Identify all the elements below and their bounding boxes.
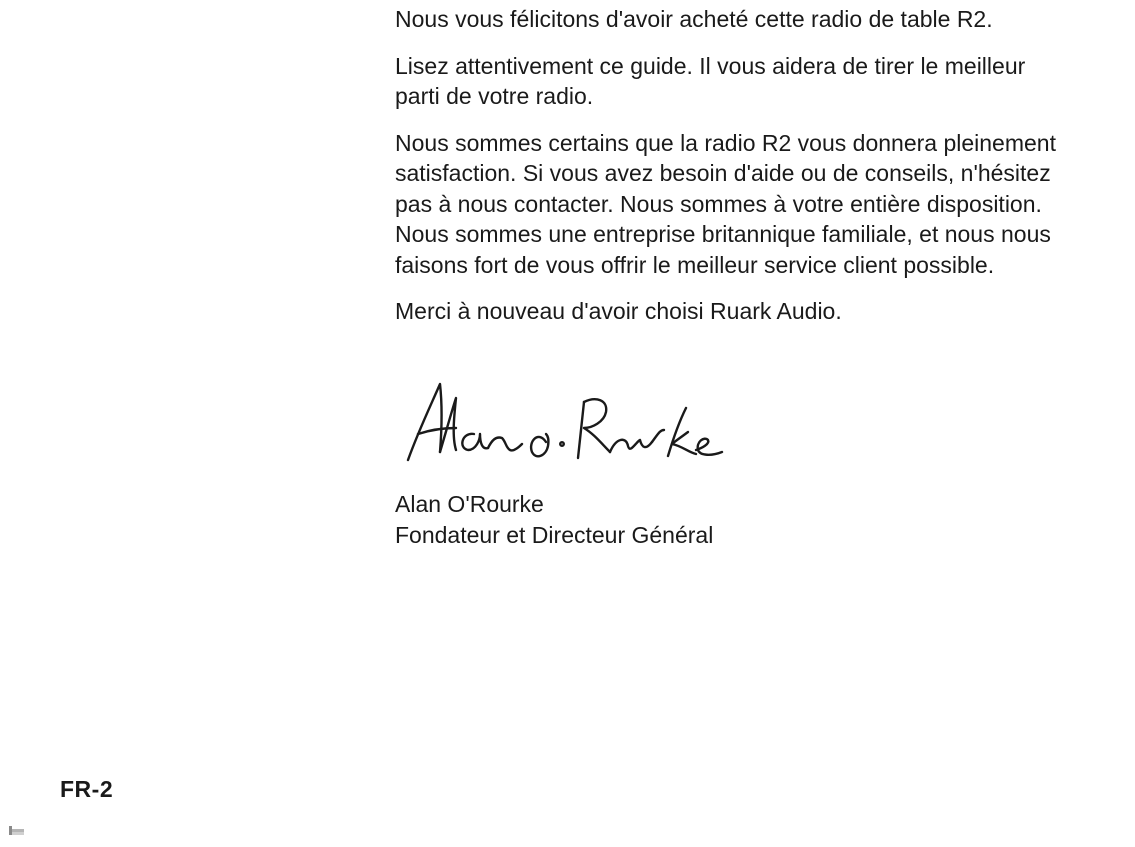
signer-title: Fondateur et Directeur Général [395,522,714,548]
paragraph-read-guide: Lisez attentivement ce guide. Il vous aidera de tirer le meilleur parti de votre radio. [395,52,1026,109]
scan-artifact [9,826,25,835]
paragraph-thanks: Merci à nouveau d'avoir choisi Ruark Audio. [395,298,842,324]
paragraph-congratulations: Nous vous félicitons d'avoir acheté cette radio de table R2. [395,6,993,32]
signature-graphic [396,372,726,472]
signer-name: Alan O'Rourke [395,491,544,517]
letter-body [395,4,1133,343]
page-number: FR-2 [60,776,114,802]
paragraph-satisfaction: Nous sommes certains que la radio R2 vous donnera pleinement satisfaction. Si vous avez besoin d'aide ou de conseils, n'hésitez pas à nous contacter. Nous sommes à votre entière disposition. Nous sommes une entreprise britannique familiale, et nous nous faisons fort de vous offrir le meilleur service client possible. [395,129,1056,278]
signature-block [395,489,713,551]
handwritten-signature [396,372,726,472]
